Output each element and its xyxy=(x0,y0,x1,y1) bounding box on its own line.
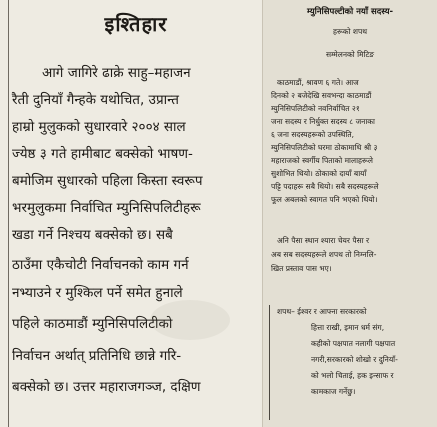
news-line-12: अब सब सदस्यहरूले शपथ तो निम्नलि- xyxy=(271,250,377,259)
news-line-7: महाराजको स्वर्गीय पिताको मालाहरूले xyxy=(271,156,373,165)
news-subheadline-1: हरूको शपथ xyxy=(332,27,368,36)
paper-stain xyxy=(150,300,230,340)
news-line-1: काठमाडौं, श्रावण ६ गते। आज xyxy=(277,78,359,87)
news-subheadline-2: सम्मेलनको मिटिङ xyxy=(325,50,375,59)
notice-line-5: बमोजिम सुधारको पहिला किस्ता स्वरूप xyxy=(12,173,203,189)
news-line-5: ६ जना सदस्यहरूको उपस्थिति, xyxy=(271,130,355,139)
notice-line-9: नभ्याउने र मुश्किल पर्ने समेत हुनाले xyxy=(12,285,183,301)
oath-line-6: कामकाज गर्नेछु। xyxy=(311,387,356,396)
oath-bracket xyxy=(269,305,274,420)
notice-line-10: पहिले काठमाडौं म्युनिसिपलिटीको xyxy=(12,316,173,332)
news-line-13: खित प्रस्ताव पास भए। xyxy=(271,264,332,273)
oath-line-1: शपथ– ईश्वर र आफ्ना सरकारको xyxy=(277,307,367,316)
news-line-11: अनि पैसा स्थान श्यारा चेयर पैसा र xyxy=(277,236,370,245)
oath-line-2: हित्ता राखी, इमान धर्म संग, xyxy=(311,323,385,332)
notice-title: इश्तिहार xyxy=(104,12,168,36)
notice-line-11: निर्वाचन अर्थात् प्रतिनिधि छान्ने गरि- xyxy=(12,348,182,364)
notice-line-7: खडा गर्ने निश्चय बक्सेको छ। सबै xyxy=(12,227,173,243)
news-line-3: म्युनिसिपलिटीको नवनिर्वाचित २१ xyxy=(271,104,360,113)
news-line-4: जना सदस्य र निर्धुक्त सदस्य ८ जनाका xyxy=(271,117,375,126)
news-line-8: सुशोभित थियो। ठोकाको दायाँ बायाँ xyxy=(271,169,367,178)
news-line-2: दिनको २ बजेदेखि सवभन्दा काठमाडौं xyxy=(271,91,372,100)
notice-line-12: बक्सेको छ। उत्तर महाराजगञ्ज, दक्षिण xyxy=(12,379,201,395)
notice-line-4: ज्येष्ठ ३ गते हामीबाट बक्सेको भाषण- xyxy=(12,146,193,162)
notice-line-1: आगे जागिरे ढाक्रे साहु–महाजन xyxy=(42,65,191,81)
notice-line-3: हाम्रो मुलुकको सुधारवारे २००४ साल xyxy=(12,119,186,135)
oath-line-3: कहीको पक्षपात नलागी पक्षपात xyxy=(311,339,396,348)
news-line-10: फूल अबलको स्वागत पनि भएको थियो। xyxy=(271,195,378,204)
notice-line-2: रैती दुनियाँ गैन्हके यथोचित, उप्रान्त xyxy=(12,92,179,108)
column-rule xyxy=(8,0,9,427)
oath-line-5: को भलो चिताई, हक इन्साफ र xyxy=(311,371,394,380)
news-line-9: पट्टि पदाहरू सबै थियो। सबै सदस्यहरूले xyxy=(271,182,379,191)
notice-line-6: भरमुलुकमा निर्वाचित म्युनिसिपलिटीहरू xyxy=(12,200,201,216)
oath-line-4: नगरी,सरकारको शोखो र दुनियाँ- xyxy=(311,355,398,364)
news-headline: म्युनिसिपल्टीको नयाँ सदस्य- xyxy=(306,7,394,17)
notice-line-8: ठाउँमा एकैचोटी निर्वाचनको काम गर्न xyxy=(12,257,189,273)
news-column xyxy=(263,0,437,427)
news-line-6: म्युनिसिपलिटीको घरमा ठोकामाथि श्री ३ xyxy=(271,143,378,152)
